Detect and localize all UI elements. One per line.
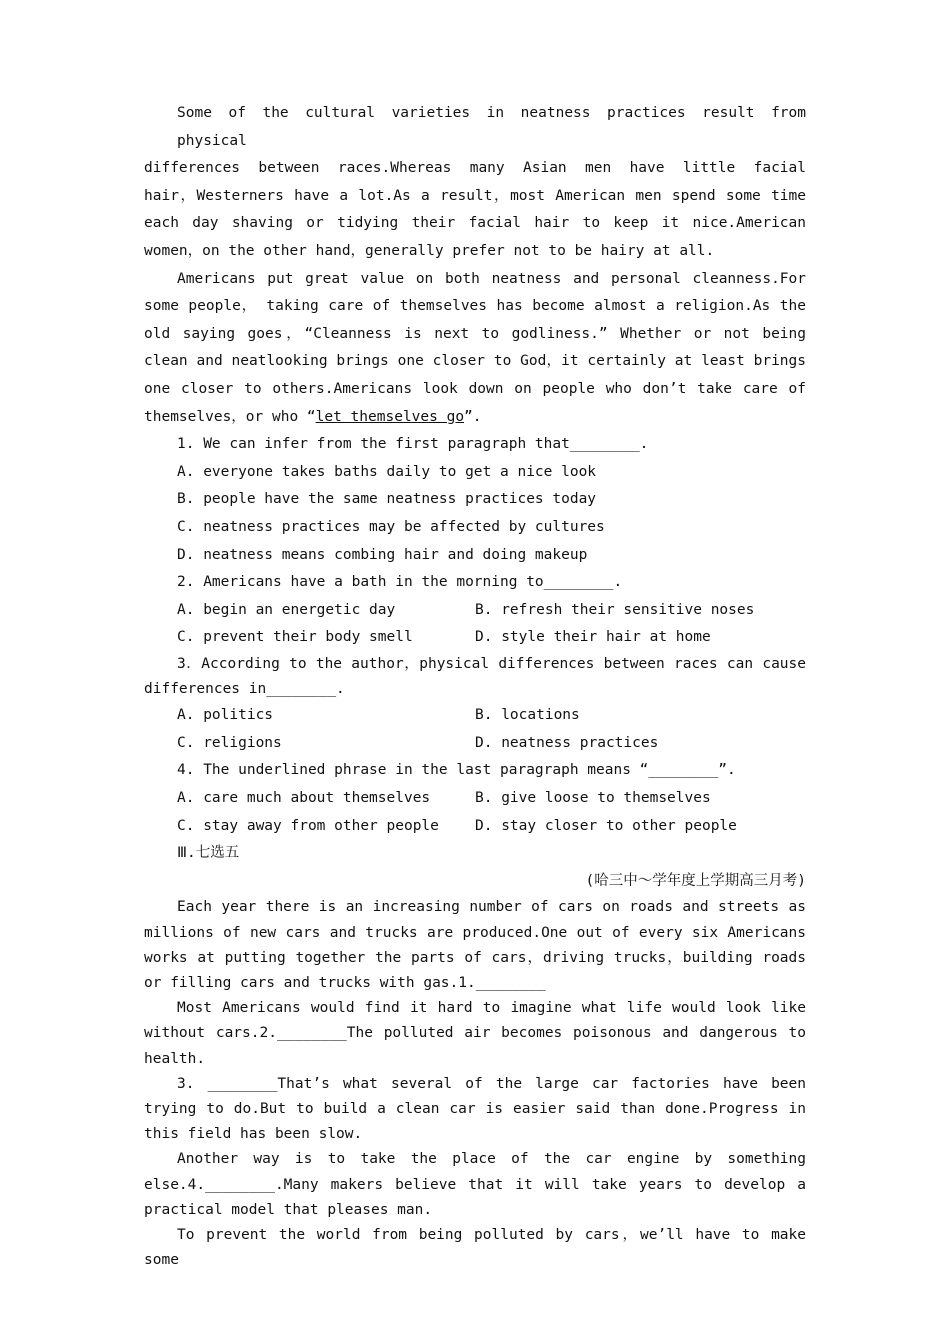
passage2-paragraph: Each year there is an increasing number of cars on roads and streets as millions of new cars and trucks are produced.One out of every six Americans works at putting together the parts of cars，driving trucks，building roads or filling cars and trucks with gas.1.________ — [144, 899, 806, 992]
passage2-paragraph: To prevent the world from being polluted by cars，we’ll have to make some — [144, 1227, 806, 1269]
document-page — [144, 100, 806, 1273]
question-stem: 4. The underlined phrase in the last paragraph means “________”. — [177, 762, 736, 779]
question-option: D. neatness practices — [475, 734, 659, 751]
question-option: C. stay away from other people — [177, 817, 439, 834]
question-option: C. religions — [177, 734, 282, 751]
underlined-phrase: let themselves go — [315, 408, 465, 425]
question-option: A. begin an energetic day — [177, 601, 396, 618]
question-option: B. refresh their sensitive noses — [475, 601, 755, 618]
question-option: D. stay closer to other people — [475, 817, 737, 834]
passage2-paragraph: Another way is to take the place of the car engine by something else.4.________.Many makers believe that it will take years to develop a practical model that pleases man. — [144, 1151, 806, 1218]
question-option: C. prevent their body smell — [177, 629, 413, 646]
question-option: B. give loose to themselves — [475, 790, 711, 807]
question-option: C. neatness practices may be affected by cultures — [177, 518, 605, 535]
passage2-paragraph: 3. ________That’s what several of the large car factories have been trying to do.But to build a clean car is easier said than done.Progress in this field has been slow. — [144, 1075, 806, 1143]
passage-paragraph-2 — [144, 266, 806, 432]
question-option: D. style their hair at home — [475, 629, 711, 646]
option-row — [144, 813, 806, 841]
question-option: A. care much about themselves — [177, 790, 431, 807]
section-source: (哈三中～学年度上学期高三月考) — [585, 872, 806, 889]
question-stem: 3．According to the author，physical differences between races can cause differences in________. — [144, 655, 806, 698]
question-option: A. everyone takes baths daily to get a nice look — [177, 463, 597, 480]
option-row — [144, 702, 806, 730]
question-stem: 1. We can infer from the first paragraph that________. — [177, 436, 649, 453]
question-option: D. neatness means combing hair and doing makeup — [177, 546, 588, 563]
question-option: A. politics — [177, 707, 274, 724]
paragraph-text-end: ”. — [464, 408, 482, 425]
passage-paragraph-1 — [144, 100, 806, 266]
paragraph-line: Some of the cultural varieties in neatness practices result from physical — [177, 105, 806, 149]
option-row — [144, 624, 806, 652]
option-row — [144, 785, 806, 813]
passage2-paragraph: Most Americans would find it hard to imagine what life would look like without cars.2.________The polluted air becomes poisonous and dangerous to health. — [144, 1000, 806, 1067]
question-stem: 2. Americans have a bath in the morning to________. — [177, 574, 623, 591]
question-option: B. locations — [475, 707, 580, 724]
option-row — [144, 597, 806, 625]
paragraph-line: differences between races.Whereas many Asian men have little facial — [144, 160, 806, 177]
option-row — [144, 730, 806, 758]
paragraph-text: Americans put great value on both neatness and personal cleanness.For some people， taking care of themselves has become almost a religion.As the old saying goes，“Cleanness is next to godliness.” Whether or not being clean and neatlooking brings one closer to God，it certainly at least brings one closer to others.Americans look down on people who don’t take care of themselves，or who “ — [144, 270, 806, 425]
question-option: B. people have the same neatness practices today — [177, 491, 597, 508]
section-heading: Ⅲ.七选五 — [177, 845, 240, 862]
paragraph-text: hair，Westerners have a lot.As a result，most American men spend some time each day shaving or tidying their facial hair to keep it nice.American women，on the other hand，generally prefer not to be hairy at all. — [144, 187, 806, 259]
